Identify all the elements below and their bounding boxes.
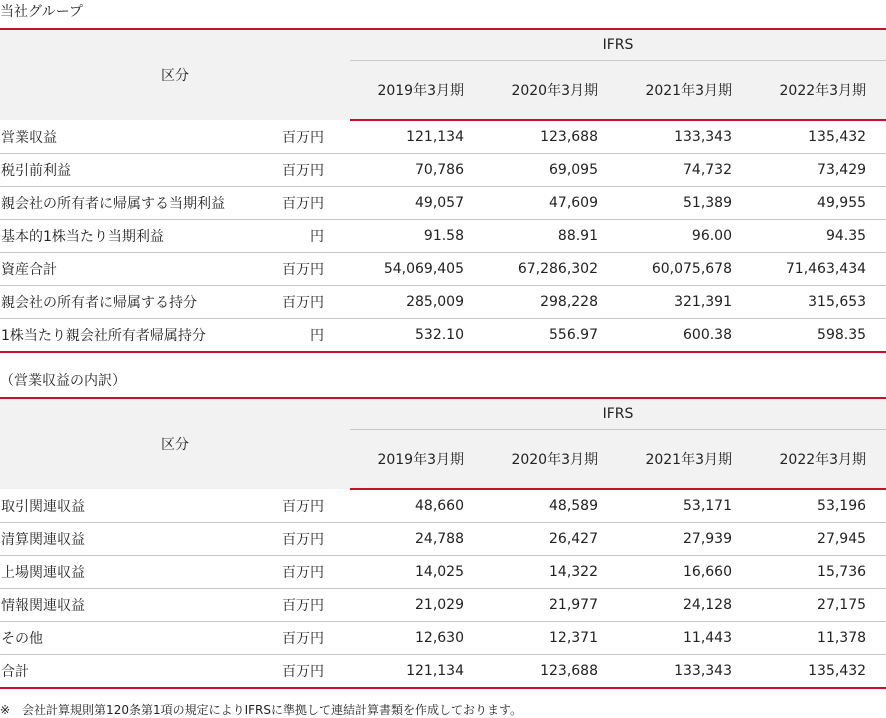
table-header-row <box>0 398 886 430</box>
cell-value: 135,432 <box>752 655 886 689</box>
table-row <box>0 589 886 622</box>
row-unit: 百万円 <box>250 655 350 689</box>
cell-value: 60,075,678 <box>618 253 752 286</box>
cell-value: 556.97 <box>484 319 618 353</box>
table-row <box>0 187 886 220</box>
table-row <box>0 622 886 655</box>
cell-value: 49,955 <box>752 187 886 220</box>
kubun-header: 区分 <box>0 398 350 489</box>
year-header: 2020年3月期 <box>484 61 618 121</box>
row-label: 親会社の所有者に帰属する当期利益 <box>0 187 250 220</box>
cell-value: 26,427 <box>484 523 618 556</box>
ifrs-header: IFRS <box>350 398 886 430</box>
table-row <box>0 655 886 689</box>
cell-value: 21,977 <box>484 589 618 622</box>
row-label: 営業収益 <box>0 120 250 154</box>
section-title-group: 当社グループ <box>0 4 83 20</box>
cell-value: 123,688 <box>484 655 618 689</box>
row-unit: 円 <box>250 319 350 353</box>
cell-value: 48,589 <box>484 489 618 523</box>
cell-value: 67,286,302 <box>484 253 618 286</box>
table-row <box>0 489 886 523</box>
row-label: 上場関連収益 <box>0 556 250 589</box>
year-header: 2020年3月期 <box>484 430 618 490</box>
cell-value: 73,429 <box>752 154 886 187</box>
year-header: 2022年3月期 <box>752 430 886 490</box>
table-row <box>0 220 886 253</box>
cell-value: 11,443 <box>618 622 752 655</box>
row-label: 清算関連収益 <box>0 523 250 556</box>
revenue-breakdown-table <box>0 397 886 689</box>
cell-value: 133,343 <box>618 120 752 154</box>
cell-value: 69,095 <box>484 154 618 187</box>
row-unit: 百万円 <box>250 489 350 523</box>
year-header: 2021年3月期 <box>618 430 752 490</box>
row-unit: 百万円 <box>250 253 350 286</box>
ifrs-header: IFRS <box>350 29 886 61</box>
year-header: 2019年3月期 <box>350 61 484 121</box>
cell-value: 54,069,405 <box>350 253 484 286</box>
row-label: 1株当たり親会社所有者帰属持分 <box>0 319 250 353</box>
cell-value: 47,609 <box>484 187 618 220</box>
cell-value: 71,463,434 <box>752 253 886 286</box>
cell-value: 94.35 <box>752 220 886 253</box>
row-label: 資産合計 <box>0 253 250 286</box>
cell-value: 53,196 <box>752 489 886 523</box>
cell-value: 285,009 <box>350 286 484 319</box>
table-row <box>0 523 886 556</box>
table-row <box>0 154 886 187</box>
cell-value: 27,945 <box>752 523 886 556</box>
table-row <box>0 556 886 589</box>
row-label: 基本的1株当たり当期利益 <box>0 220 250 253</box>
year-header: 2019年3月期 <box>350 430 484 490</box>
cell-value: 121,134 <box>350 655 484 689</box>
table-row <box>0 120 886 154</box>
row-label: 取引関連収益 <box>0 489 250 523</box>
cell-value: 88.91 <box>484 220 618 253</box>
row-unit: 百万円 <box>250 286 350 319</box>
row-unit: 百万円 <box>250 154 350 187</box>
cell-value: 48,660 <box>350 489 484 523</box>
cell-value: 51,389 <box>618 187 752 220</box>
row-label: 情報関連収益 <box>0 589 250 622</box>
cell-value: 96.00 <box>618 220 752 253</box>
table-row <box>0 253 886 286</box>
row-unit: 百万円 <box>250 622 350 655</box>
year-header: 2021年3月期 <box>618 61 752 121</box>
cell-value: 49,057 <box>350 187 484 220</box>
cell-value: 11,378 <box>752 622 886 655</box>
group-financials-table <box>0 28 886 353</box>
cell-value: 70,786 <box>350 154 484 187</box>
cell-value: 27,939 <box>618 523 752 556</box>
table-row <box>0 286 886 319</box>
table-row <box>0 319 886 353</box>
section-title-revenue-breakdown: （営業収益の内訳） <box>0 373 126 389</box>
footnote: ※ 会社計算規則第120条第1項の規定によりIFRSに準拠して連結計算書類を作成しております。 <box>0 703 523 717</box>
cell-value: 27,175 <box>752 589 886 622</box>
row-unit: 百万円 <box>250 523 350 556</box>
cell-value: 321,391 <box>618 286 752 319</box>
row-label: その他 <box>0 622 250 655</box>
cell-value: 53,171 <box>618 489 752 523</box>
row-unit: 百万円 <box>250 589 350 622</box>
cell-value: 21,029 <box>350 589 484 622</box>
kubun-header: 区分 <box>0 29 350 120</box>
row-unit: 百万円 <box>250 556 350 589</box>
cell-value: 24,788 <box>350 523 484 556</box>
cell-value: 12,630 <box>350 622 484 655</box>
cell-value: 14,025 <box>350 556 484 589</box>
row-unit: 百万円 <box>250 187 350 220</box>
cell-value: 532.10 <box>350 319 484 353</box>
row-label: 合計 <box>0 655 250 689</box>
cell-value: 121,134 <box>350 120 484 154</box>
row-label: 親会社の所有者に帰属する持分 <box>0 286 250 319</box>
cell-value: 298,228 <box>484 286 618 319</box>
cell-value: 91.58 <box>350 220 484 253</box>
cell-value: 600.38 <box>618 319 752 353</box>
cell-value: 74,732 <box>618 154 752 187</box>
cell-value: 123,688 <box>484 120 618 154</box>
cell-value: 16,660 <box>618 556 752 589</box>
table-header-row <box>0 29 886 61</box>
cell-value: 598.35 <box>752 319 886 353</box>
cell-value: 24,128 <box>618 589 752 622</box>
row-unit: 百万円 <box>250 120 350 154</box>
cell-value: 14,322 <box>484 556 618 589</box>
row-label: 税引前利益 <box>0 154 250 187</box>
cell-value: 315,653 <box>752 286 886 319</box>
cell-value: 12,371 <box>484 622 618 655</box>
year-header: 2022年3月期 <box>752 61 886 121</box>
cell-value: 135,432 <box>752 120 886 154</box>
row-unit: 円 <box>250 220 350 253</box>
cell-value: 133,343 <box>618 655 752 689</box>
cell-value: 15,736 <box>752 556 886 589</box>
